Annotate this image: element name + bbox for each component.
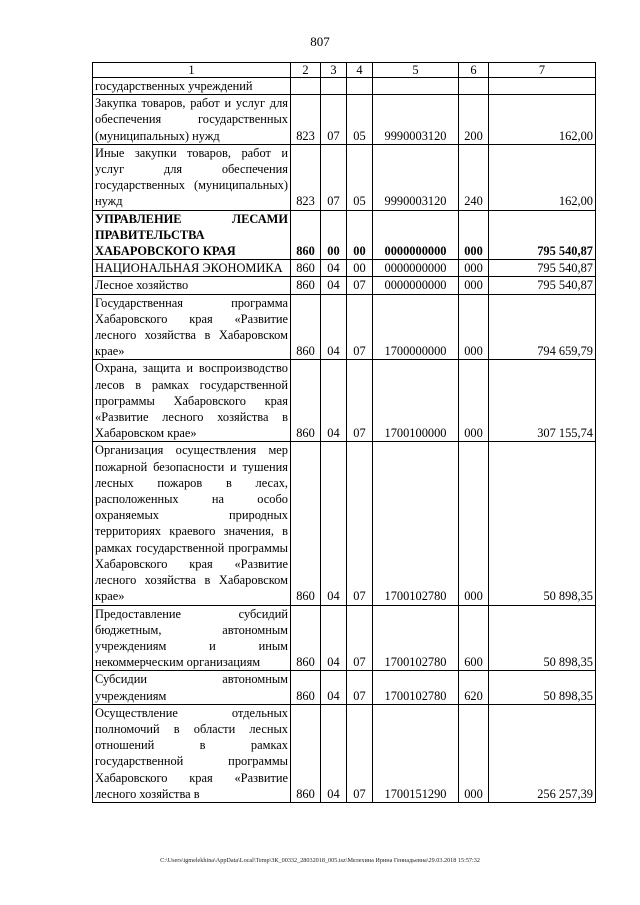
file-path-footer: C:\Users\igmelekhina\AppData\Local\Temp\ЗК_00332_28032018_005.tsz\Мелехина Ирина Геннадьевна\29.03.2018 15:57:32 <box>160 857 480 864</box>
row-code-admin: 860 <box>291 671 321 704</box>
row-code-subsection: 05 <box>347 95 373 145</box>
row-code-expense: 000 <box>459 277 489 294</box>
row-name: Лесное хозяйство <box>93 277 291 294</box>
row-code-subsection: 07 <box>347 605 373 671</box>
row-code-admin: 860 <box>291 605 321 671</box>
header-cell: 5 <box>373 63 459 78</box>
row-code-section: 04 <box>321 605 347 671</box>
row-code-subsection: 05 <box>347 144 373 210</box>
row-code-section: 04 <box>321 294 347 360</box>
row-code-section: 00 <box>321 210 347 260</box>
row-name: УПРАВЛЕНИЕ ЛЕСАМИ ПРАВИТЕЛЬСТВА ХАБАРОВСКОГО КРАЯ <box>93 210 291 260</box>
table-row <box>93 210 596 260</box>
header-cell: 4 <box>347 63 373 78</box>
row-code-subsection: 07 <box>347 704 373 802</box>
row-code-admin: 860 <box>291 277 321 294</box>
table-row <box>93 605 596 671</box>
row-code-section: 07 <box>321 95 347 145</box>
row-code-subsection: 07 <box>347 294 373 360</box>
row-amount <box>489 78 596 95</box>
row-code-expense: 000 <box>459 704 489 802</box>
row-code-target <box>373 78 459 95</box>
budget-table <box>92 62 596 803</box>
row-code-target: 9990003120 <box>373 95 459 145</box>
table-row <box>93 704 596 802</box>
header-cell: 3 <box>321 63 347 78</box>
page-number: 807 <box>310 34 330 49</box>
row-amount: 794 659,79 <box>489 294 596 360</box>
row-code-admin: 823 <box>291 95 321 145</box>
row-amount: 50 898,35 <box>489 442 596 605</box>
row-name: НАЦИОНАЛЬНАЯ ЭКОНОМИКА <box>93 260 291 277</box>
row-code-expense: 000 <box>459 442 489 605</box>
row-amount: 795 540,87 <box>489 210 596 260</box>
row-code-target: 1700102780 <box>373 442 459 605</box>
row-code-admin: 860 <box>291 260 321 277</box>
row-code-expense: 000 <box>459 260 489 277</box>
row-code-section: 04 <box>321 704 347 802</box>
table-row <box>93 144 596 210</box>
row-code-expense: 000 <box>459 360 489 442</box>
row-code-section: 04 <box>321 671 347 704</box>
row-name: Предоставление субсидий бюджетным, автономным учреждениям и иным некоммерческим организациям <box>93 605 291 671</box>
row-amount: 256 257,39 <box>489 704 596 802</box>
row-amount: 50 898,35 <box>489 671 596 704</box>
row-code-admin: 860 <box>291 294 321 360</box>
row-code-admin: 860 <box>291 442 321 605</box>
row-name: Закупка товаров, работ и услуг для обеспечения государственных (муниципальных) нужд <box>93 95 291 145</box>
row-code-target: 0000000000 <box>373 277 459 294</box>
table-row <box>93 442 596 605</box>
row-code-subsection: 07 <box>347 360 373 442</box>
row-code-section: 04 <box>321 260 347 277</box>
row-code-subsection <box>347 78 373 95</box>
row-code-subsection: 00 <box>347 210 373 260</box>
row-code-section <box>321 78 347 95</box>
row-code-target: 1700151290 <box>373 704 459 802</box>
row-code-target: 1700102780 <box>373 605 459 671</box>
row-name: государственных учреждений <box>93 78 291 95</box>
table-row <box>93 277 596 294</box>
row-code-expense: 600 <box>459 605 489 671</box>
row-amount: 307 155,74 <box>489 360 596 442</box>
row-name: Государственная программа Хабаровского края «Развитие лесного хозяйства в Хабаровском крае» <box>93 294 291 360</box>
row-code-expense: 000 <box>459 294 489 360</box>
row-code-expense <box>459 78 489 95</box>
row-code-target: 1700100000 <box>373 360 459 442</box>
table-row <box>93 360 596 442</box>
row-code-target: 1700000000 <box>373 294 459 360</box>
row-code-admin: 860 <box>291 704 321 802</box>
row-code-expense: 000 <box>459 210 489 260</box>
row-code-admin: 860 <box>291 360 321 442</box>
table-header-row <box>93 63 596 78</box>
row-amount: 162,00 <box>489 95 596 145</box>
header-cell: 1 <box>93 63 291 78</box>
row-amount: 795 540,87 <box>489 260 596 277</box>
row-code-subsection: 07 <box>347 277 373 294</box>
header-cell: 2 <box>291 63 321 78</box>
row-code-expense: 620 <box>459 671 489 704</box>
row-code-target: 0000000000 <box>373 210 459 260</box>
row-code-subsection: 07 <box>347 442 373 605</box>
header-cell: 7 <box>489 63 596 78</box>
row-code-admin <box>291 78 321 95</box>
row-name: Охрана, защита и воспроизводство лесов в рамках государственной программы Хабаровского края «Развитие лесного хозяйства в Хабаровском крае» <box>93 360 291 442</box>
row-amount: 50 898,35 <box>489 605 596 671</box>
row-name: Осуществление отдельных полномочий в области лесных отношений в рамках государственной программы Хабаровского края «Развитие лесного хозяйства в <box>93 704 291 802</box>
row-code-target: 9990003120 <box>373 144 459 210</box>
row-code-section: 04 <box>321 277 347 294</box>
row-code-admin: 823 <box>291 144 321 210</box>
row-code-section: 07 <box>321 144 347 210</box>
row-code-subsection: 07 <box>347 671 373 704</box>
table-row <box>93 95 596 145</box>
table-row <box>93 78 596 95</box>
row-name: Организация осуществления мер пожарной безопасности и тушения лесных пожаров в лесах, расположенных на особо охраняемых природных территориях краевого значения, в рамках государственной программы Хабаровского края «Развитие лесного хозяйства в Хабаровском крае» <box>93 442 291 605</box>
table-row <box>93 260 596 277</box>
row-name: Иные закупки товаров, работ и услуг для обеспечения государственных (муниципальных) нужд <box>93 144 291 210</box>
row-code-admin: 860 <box>291 210 321 260</box>
row-code-target: 1700102780 <box>373 671 459 704</box>
row-amount: 162,00 <box>489 144 596 210</box>
table-row <box>93 671 596 704</box>
row-code-section: 04 <box>321 360 347 442</box>
row-code-section: 04 <box>321 442 347 605</box>
row-code-expense: 200 <box>459 95 489 145</box>
row-amount: 795 540,87 <box>489 277 596 294</box>
header-cell: 6 <box>459 63 489 78</box>
row-code-target: 0000000000 <box>373 260 459 277</box>
table-row <box>93 294 596 360</box>
row-name: Субсидии автономным учреждениям <box>93 671 291 704</box>
row-code-subsection: 00 <box>347 260 373 277</box>
row-code-expense: 240 <box>459 144 489 210</box>
